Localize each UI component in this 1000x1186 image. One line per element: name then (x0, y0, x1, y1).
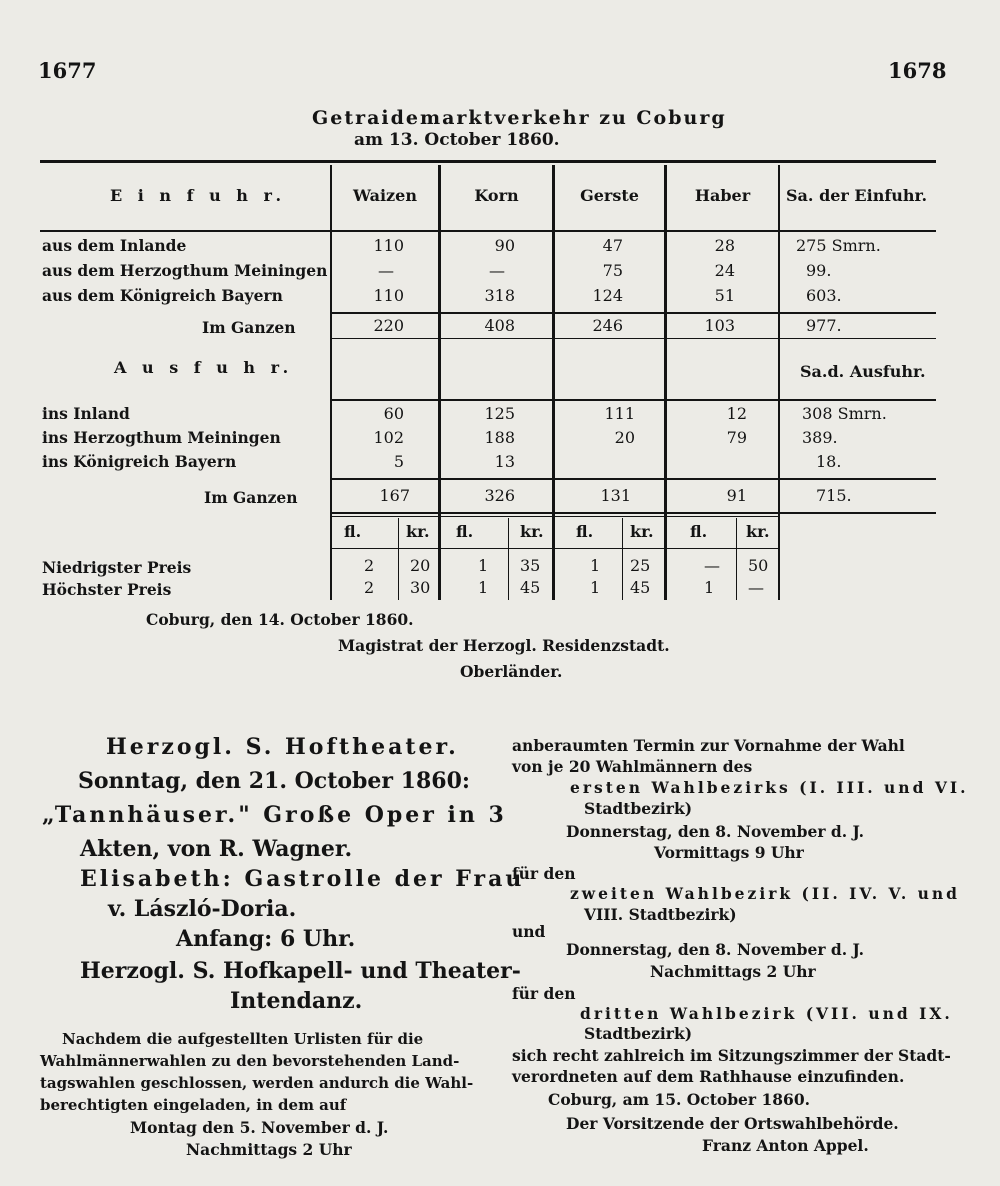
cell-waizen: 110 (373, 286, 404, 305)
unit-kr: kr. (406, 522, 430, 541)
col-header-haber: Haber (694, 186, 751, 205)
market-date: am 13. October 1860. (354, 130, 560, 150)
row-label: Im Ganzen (202, 318, 296, 337)
page-number-right: 1678 (888, 58, 947, 83)
col-rule-5 (778, 165, 780, 600)
theater-date: Sonntag, den 21. October 1860: (78, 768, 471, 794)
col-header-korn: Korn (474, 186, 519, 205)
col-subrule-h (736, 518, 737, 600)
cell-korn: 326 (484, 486, 515, 505)
ausfuhr-heading: A u s f u h r. (114, 358, 294, 377)
import-total-rule-top (330, 312, 936, 314)
cell-haber: 28 (714, 236, 735, 255)
market-place-date: Coburg, den 14. October 1860. (146, 610, 414, 629)
cell-gerste-fl: 1 (590, 556, 601, 575)
cell-korn-fl: 1 (478, 556, 489, 575)
cell-haber-kr: 50 (748, 556, 769, 575)
notice-right-time-2: Nachmittags 2 Uhr (650, 962, 816, 981)
unit-fl: fl. (576, 522, 594, 541)
cell-waizen: 167 (379, 486, 410, 505)
notice-right-line: anberaumten Termin zur Vornahme der Wahl (512, 736, 905, 755)
cell-gerste-kr: 25 (630, 556, 651, 575)
theater-line3: Elisabeth: Gastrolle der Frau (80, 866, 525, 892)
col-header-waizen: Waizen (353, 186, 417, 205)
col-subrule-k (508, 518, 509, 600)
cell-sum: 389. (802, 428, 838, 447)
cell-gerste: 246 (592, 316, 623, 335)
unit-kr: kr. (520, 522, 544, 541)
market-authority: Magistrat der Herzogl. Residenzstadt. (338, 636, 670, 655)
col-header-sum-einfuhr: Sa. der Einfuhr. (786, 186, 928, 205)
cell-gerste-fl: 1 (590, 578, 601, 597)
cell-gerste: 20 (614, 428, 635, 447)
theater-line4: v. László-Doria. (108, 896, 297, 922)
market-signer: Oberländer. (460, 662, 563, 681)
cell-korn: 188 (484, 428, 515, 447)
notice-left-line: Wahlmännerwahlen zu den bevorstehenden Land- (40, 1052, 460, 1070)
theater-line2: Akten, von R. Wagner. (80, 836, 353, 862)
notice-right-line: VIII. Stadtbezirk) (584, 905, 737, 924)
cell-waizen: 5 (393, 452, 404, 471)
table-header-rule (40, 230, 936, 232)
cell-gerste: 131 (600, 486, 631, 505)
row-label: Im Ganzen (204, 488, 298, 507)
theater-start: Anfang: 6 Uhr. (176, 926, 356, 952)
col-rule-4 (664, 165, 667, 600)
theater-signer-1: Herzogl. S. Hofkapell- und Theater- (80, 958, 521, 984)
cell-sum: 308 Smrn. (802, 404, 887, 423)
row-label: aus dem Inlande (42, 236, 187, 255)
market-title: Getraidemarktverkehr zu Coburg (312, 107, 727, 129)
unit-kr: kr. (746, 522, 770, 541)
notice-right-signer: Franz Anton Appel. (702, 1136, 869, 1155)
row-label: aus dem Herzogthum Meiningen (42, 261, 328, 280)
cell-haber-fl: — (704, 556, 720, 575)
cell-haber-fl: 1 (704, 578, 715, 597)
cell-waizen-fl: 2 (364, 578, 375, 597)
einfuhr-heading: E i n f u h r. (110, 186, 287, 205)
notice-right-line: Stadtbezirk) (584, 1024, 693, 1043)
row-label: aus dem Königreich Bayern (42, 286, 283, 305)
unit-fl: fl. (456, 522, 474, 541)
notice-right-district-3: dritten Wahlbezirk (VII. und IX. (580, 1004, 953, 1023)
cell-haber: 51 (714, 286, 735, 305)
export-total-rule-bottom (330, 512, 936, 514)
cell-waizen-fl: 2 (364, 556, 375, 575)
unit-kr: kr. (630, 522, 654, 541)
table-top-rule (40, 160, 936, 163)
cell-waizen: 102 (373, 428, 404, 447)
cell-waizen: 60 (383, 404, 404, 423)
notice-right-line: und (512, 922, 546, 941)
notice-left-line: berechtigten eingeladen, in dem auf (40, 1096, 347, 1114)
notice-right-line: von je 20 Wahlmännern des (512, 757, 753, 776)
theater-line1: „Tannhäuser." Große Oper in 3 (42, 802, 507, 828)
cell-haber-kr: — (748, 578, 764, 597)
cell-korn: — (489, 261, 505, 280)
notice-right-line: für den (512, 864, 576, 883)
cell-gerste-kr: 45 (630, 578, 651, 597)
notice-right-district-2: zweiten Wahlbezirk (II. IV. V. und (570, 884, 961, 903)
col-header-sum-ausfuhr: Sa.d. Ausfuhr. (800, 362, 926, 381)
col-rule-2 (438, 165, 441, 600)
row-label: ins Herzogthum Meiningen (42, 428, 281, 447)
cell-korn: 318 (484, 286, 515, 305)
cell-sum: 977. (806, 316, 842, 335)
cell-gerste: 47 (602, 236, 623, 255)
notice-right-line: sich recht zahlreich im Sitzungszimmer der Stadt- (512, 1046, 951, 1065)
notice-left-line: Nachdem die aufgestellten Urlisten für die (62, 1030, 424, 1048)
col-header-gerste: Gerste (580, 186, 639, 205)
cell-gerste: 124 (592, 286, 623, 305)
cell-sum: 99. (806, 261, 832, 280)
export-rule-top (330, 399, 936, 401)
cell-waizen: 220 (373, 316, 404, 335)
row-label: Höchster Preis (42, 580, 172, 599)
cell-sum: 715. (816, 486, 852, 505)
cell-gerste: 75 (602, 261, 623, 280)
notice-right-authority: Der Vorsitzende der Ortswahlbehörde. (566, 1114, 899, 1133)
unit-fl: fl. (690, 522, 708, 541)
cell-haber: 24 (714, 261, 735, 280)
cell-korn-kr: 45 (520, 578, 541, 597)
cell-haber: 79 (726, 428, 747, 447)
row-label: ins Inland (42, 404, 130, 423)
notice-right-date-1: Donnerstag, den 8. November d. J. (566, 822, 865, 841)
notice-left-time: Nachmittags 2 Uhr (186, 1140, 352, 1159)
cell-gerste: 111 (604, 404, 635, 423)
row-label: ins Königreich Bayern (42, 452, 237, 471)
row-label: Niedrigster Preis (42, 558, 192, 577)
cell-haber: 91 (726, 486, 747, 505)
cell-waizen: 110 (373, 236, 404, 255)
cell-korn: 90 (494, 236, 515, 255)
import-total-rule-bottom (330, 338, 936, 339)
theater-signer-2: Intendanz. (230, 988, 363, 1014)
notice-left-line: tagswahlen geschlossen, werden andurch die Wahl- (40, 1074, 474, 1092)
cell-haber: 103 (704, 316, 735, 335)
export-total-rule-top (330, 478, 936, 480)
cell-waizen: — (378, 261, 394, 280)
cell-sum: 603. (806, 286, 842, 305)
notice-right-line: Stadtbezirk) (584, 799, 693, 818)
cell-waizen-kr: 20 (410, 556, 431, 575)
page-number-left: 1677 (38, 58, 97, 83)
notice-right-line: für den (512, 984, 576, 1003)
cell-korn: 125 (484, 404, 515, 423)
col-subrule-w (398, 518, 399, 600)
notice-right-district-1: ersten Wahlbezirks (I. III. und VI. (570, 778, 969, 797)
theater-title: Herzogl. S. Hoftheater. (106, 734, 459, 760)
unit-fl: fl. (344, 522, 362, 541)
col-rule-1 (330, 165, 332, 600)
cell-korn: 408 (484, 316, 515, 335)
cell-korn-fl: 1 (478, 578, 489, 597)
notice-left-date: Montag den 5. November d. J. (130, 1118, 389, 1137)
cell-sum: 275 Smrn. (796, 236, 881, 255)
col-rule-3 (552, 165, 555, 600)
notice-right-line: verordneten auf dem Rathhause einzufinden. (512, 1067, 905, 1086)
cell-haber: 12 (726, 404, 747, 423)
cell-korn-kr: 35 (520, 556, 541, 575)
notice-right-place-date: Coburg, am 15. October 1860. (548, 1090, 811, 1109)
price-rule-top (330, 516, 780, 517)
notice-right-time-1: Vormittags 9 Uhr (654, 843, 804, 862)
cell-sum: 18. (816, 452, 842, 471)
col-subrule-g (622, 518, 623, 600)
cell-waizen-kr: 30 (410, 578, 431, 597)
cell-korn: 13 (494, 452, 515, 471)
notice-right-date-2: Donnerstag, den 8. November d. J. (566, 940, 865, 959)
